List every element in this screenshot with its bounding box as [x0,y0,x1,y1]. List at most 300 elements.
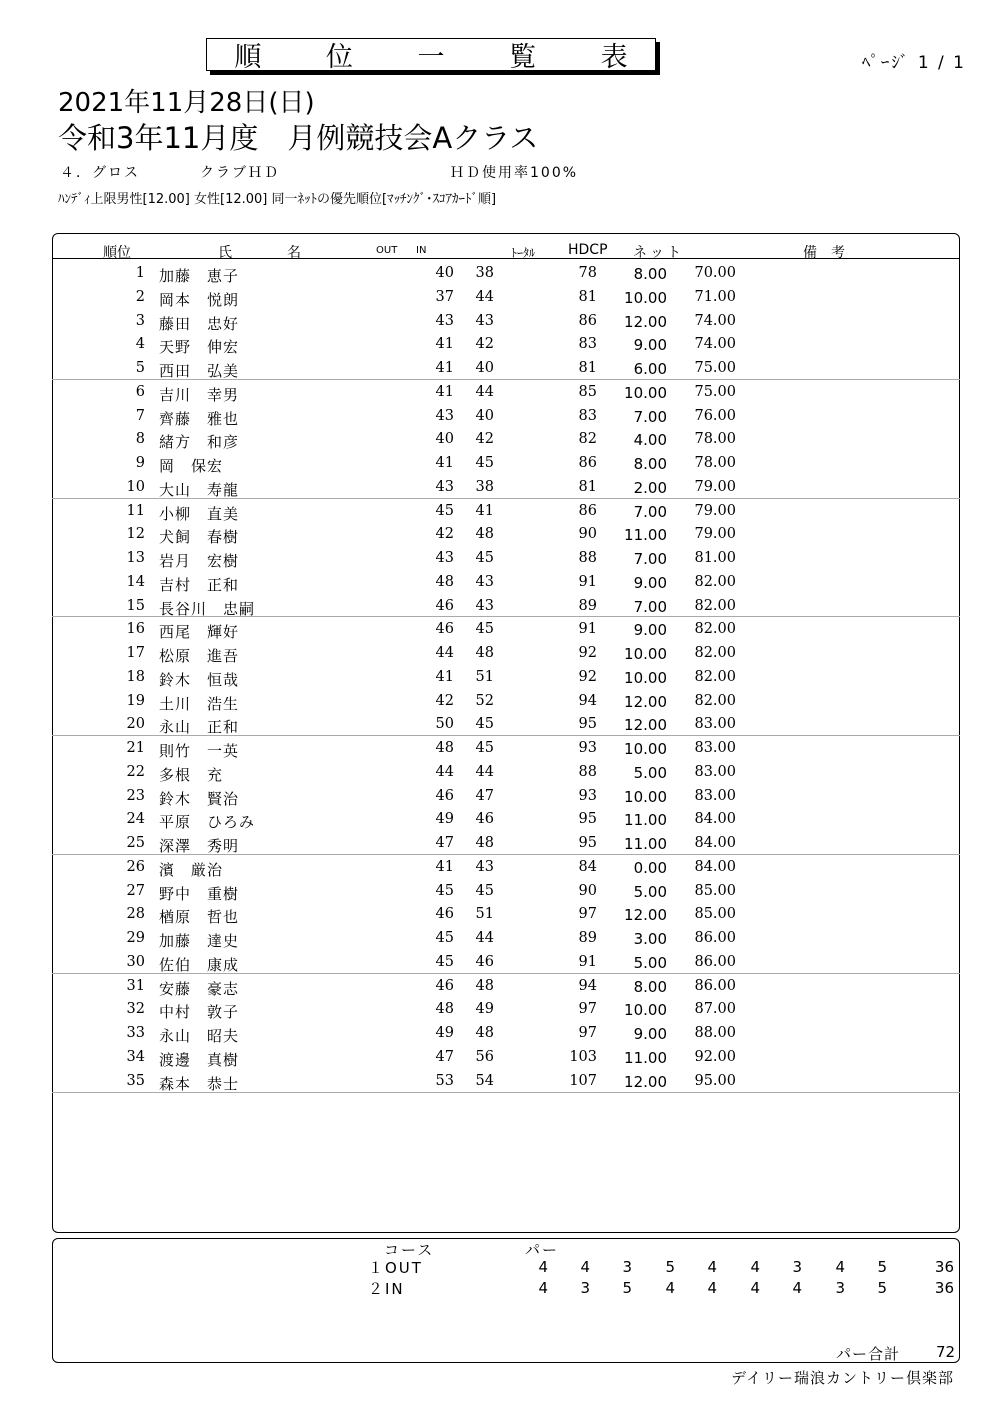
name-cell: 安藤 豪志 [159,979,240,998]
total-cell: 97 [578,1001,597,1018]
in-cell: 48 [475,977,494,994]
in-cell: 47 [475,787,494,804]
event-name: 令和3年11月度 月例競技会Aクラス [58,121,539,155]
total-cell: 90 [578,526,597,543]
rank-cell: 20 [126,716,145,733]
net-cell: 79.00 [694,502,736,519]
net-cell: 85.00 [694,906,736,923]
par-out-hole: 3 [622,1258,632,1276]
par-out-hole: 4 [750,1258,760,1276]
in-cell: 45 [475,740,494,756]
col-name-1: 氏 [218,245,232,261]
scoring-type: ４．グロス [60,165,140,181]
table-row [52,1070,960,1094]
hdcp-cell: 10.00 [624,383,667,402]
out-cell: 45 [435,953,454,970]
in-cell: 48 [475,1025,494,1041]
net-cell: 75.00 [694,360,736,376]
hdcp-cell: 8.00 [633,265,667,283]
net-cell: 83.00 [694,740,736,756]
out-cell: 41 [435,336,454,353]
out-cell: 45 [435,882,454,899]
group-divider [52,379,960,380]
name-cell: 天野 伸宏 [159,338,240,357]
table-row [52,785,960,809]
rank-cell: 11 [126,502,145,519]
total-cell: 90 [578,882,597,899]
par-out-hole: 3 [792,1258,802,1276]
hdcp-cell: 5.00 [633,882,667,901]
event-date: 2021年11月28日(日) [58,88,315,118]
out-cell: 41 [435,360,454,376]
rank-cell: 13 [126,550,145,566]
club-name: デイリー瑞浪カントリー倶楽部 [731,1369,954,1387]
name-cell: 土川 浩生 [159,694,240,713]
net-cell: 85.00 [694,882,736,899]
name-cell: 永山 昭夫 [159,1027,240,1045]
par-out-hole: 4 [580,1258,590,1276]
name-cell: 渡邊 真樹 [159,1050,240,1069]
hdcp-cell: 7.00 [633,550,667,568]
total-cell: 95 [578,716,597,733]
name-cell: 西尾 輝好 [159,623,240,642]
hdcp-cell: 12.00 [624,692,667,711]
rank-cell: 6 [135,383,145,400]
par-out-hole: 4 [835,1258,845,1276]
rank-cell: 21 [126,740,145,756]
total-cell: 86 [578,502,597,519]
in-cell: 48 [475,835,494,851]
in-cell: 49 [475,1001,494,1018]
rank-cell: 2 [135,288,145,305]
hdcp-cell: 10.00 [624,787,667,806]
in-cell: 52 [475,692,494,709]
table-row [52,405,960,429]
in-cell: 38 [475,265,494,281]
net-cell: 78.00 [694,431,736,448]
total-cell: 95 [578,835,597,851]
par-out-hole: 5 [877,1258,887,1276]
net-cell: 82.00 [694,573,736,590]
name-cell: 濱 厳治 [159,860,224,879]
out-cell: 42 [435,692,454,709]
name-cell: 西田 弘美 [159,362,240,380]
out-cell: 44 [435,645,454,661]
table-row [52,310,960,334]
par-out-total: 36 [934,1258,954,1276]
rank-cell: 15 [126,597,145,614]
out-cell: 46 [435,621,454,638]
rank-cell: 34 [126,1048,145,1065]
out-cell: 49 [435,811,454,828]
in-cell: 45 [475,455,494,471]
hdcp-cell: 4.00 [633,431,667,450]
out-cell: 43 [435,478,454,495]
out-cell: 46 [435,597,454,614]
total-cell: 91 [578,953,597,970]
net-cell: 84.00 [694,811,736,828]
group-divider [52,854,960,855]
hdcp-cell: 0.00 [633,858,667,877]
table-row [52,713,960,737]
total-cell: 103 [569,1048,597,1065]
in-cell: 43 [475,573,494,590]
name-cell: 楢原 哲也 [159,908,240,927]
table-row [52,951,960,975]
net-cell: 83.00 [694,787,736,804]
total-cell: 88 [578,550,597,566]
net-cell: 84.00 [694,858,736,875]
table-row [52,903,960,927]
name-cell: 齊藤 雅也 [159,409,240,428]
course-in-name: ２IN [368,1280,405,1298]
rank-cell: 25 [126,835,145,851]
col-out: OUT [376,245,398,256]
table-row [52,476,960,500]
table-row [52,286,960,310]
out-cell: 45 [435,502,454,519]
net-cell: 82.00 [694,668,736,685]
page-number: ﾍﾟｰｼﾞ 1 / 1 [861,53,966,73]
net-cell: 82.00 [694,597,736,614]
name-cell: 加藤 恵子 [159,267,240,285]
par-in-hole: 4 [538,1279,548,1297]
in-cell: 46 [475,811,494,828]
par-in-hole: 5 [622,1279,632,1297]
out-cell: 41 [435,858,454,875]
par-in-hole: 3 [835,1279,845,1297]
out-cell: 41 [435,455,454,471]
rank-cell: 17 [126,645,145,661]
table-row [52,642,960,666]
par-in-hole: 4 [665,1279,675,1297]
hdcp-cell: 10.00 [624,288,667,307]
in-cell: 42 [475,336,494,353]
page-title-text: 順 位 一 覧 表 [234,42,656,73]
net-cell: 79.00 [694,478,736,495]
total-cell: 95 [578,811,597,828]
rank-cell: 3 [135,312,145,329]
total-cell: 86 [578,312,597,329]
hdcp-cell: 7.00 [633,597,667,616]
hdcp-cell: 10.00 [624,645,667,663]
total-cell: 92 [578,645,597,661]
name-cell: 岡本 悦朗 [159,290,240,309]
rank-cell: 1 [135,265,145,281]
rows-end-divider [52,1092,960,1093]
name-cell: 岩月 宏樹 [159,552,240,570]
table-row [52,1046,960,1070]
col-name-2: 名 [287,245,301,261]
hdcp-cell: 9.00 [633,573,667,592]
name-cell: 小柳 直美 [159,504,240,523]
hdcp-cell: 11.00 [624,526,667,545]
name-cell: 加藤 達史 [159,932,240,950]
name-cell: 藤田 忠好 [159,314,240,333]
out-cell: 47 [435,1048,454,1065]
rank-cell: 27 [126,882,145,899]
total-cell: 82 [578,431,597,448]
par-in-hole: 5 [877,1279,887,1297]
course-label: コース [384,1241,435,1259]
table-row [52,333,960,357]
name-cell: 野中 重樹 [159,884,240,903]
name-cell: 鈴木 恒哉 [159,670,240,689]
hdcp-cell: 10.00 [624,668,667,687]
table-row [52,500,960,524]
rank-cell: 32 [126,1001,145,1018]
name-cell: 松原 進吾 [159,647,240,665]
rank-cell: 30 [126,953,145,970]
par-out-hole: 5 [665,1258,675,1276]
in-cell: 38 [475,478,494,495]
hdcp-cell: 11.00 [624,835,667,853]
total-cell: 92 [578,668,597,685]
handicap-limit-note: ﾊﾝﾃﾞｨ上限男性[12.00] 女性[12.00] 同一ﾈｯﾄの優先順位[ﾏｯﾁﾝｸﾞ･ｽｺｱｶｰﾄﾞ順] [58,192,497,207]
net-cell: 88.00 [694,1025,736,1041]
col-net: ネット [633,245,684,261]
col-rank: 順位 [103,245,131,261]
name-cell: 平原 ひろみ [159,813,256,832]
out-cell: 49 [435,1025,454,1041]
in-cell: 43 [475,858,494,875]
table-row [52,690,960,714]
out-cell: 50 [435,716,454,733]
out-cell: 46 [435,906,454,923]
par-in-total: 36 [934,1279,954,1297]
course-out-name: １OUT [368,1259,423,1277]
in-cell: 43 [475,312,494,329]
rank-cell: 23 [126,787,145,804]
total-cell: 94 [578,977,597,994]
hdcp-cell: 12.00 [624,906,667,925]
net-cell: 71.00 [694,288,736,305]
handicap-type: クラブＨＤ [200,165,280,181]
out-cell: 48 [435,573,454,590]
par-in-hole: 4 [792,1279,802,1297]
rank-cell: 29 [126,930,145,946]
table-row [52,856,960,880]
out-cell: 47 [435,835,454,851]
out-cell: 40 [435,265,454,281]
rank-cell: 24 [126,811,145,828]
table-row [52,381,960,405]
hdcp-cell: 8.00 [633,977,667,996]
course-box [52,1238,960,1363]
page-title [206,38,656,71]
hdcp-cell: 7.00 [633,407,667,426]
rank-cell: 4 [135,336,145,353]
name-cell: 吉川 幸男 [159,385,240,404]
rank-cell: 31 [126,977,145,994]
net-cell: 78.00 [694,455,736,471]
hdcp-cell: 12.00 [624,1072,667,1091]
name-cell: 中村 敦子 [159,1003,240,1022]
hdcp-cell: 9.00 [633,1025,667,1043]
name-cell: 吉村 正和 [159,575,240,594]
table-row [52,761,960,785]
name-cell: 森本 恭士 [159,1074,240,1093]
rank-cell: 16 [126,621,145,638]
out-cell: 53 [435,1072,454,1089]
table-row [52,357,960,381]
rank-cell: 7 [135,407,145,424]
hdcp-cell: 3.00 [633,930,667,948]
handicap-rate: ＨＤ使用率100% [450,165,579,181]
in-cell: 44 [475,383,494,400]
table-row [52,737,960,761]
net-cell: 75.00 [694,383,736,400]
net-cell: 83.00 [694,763,736,780]
rank-cell: 28 [126,906,145,923]
net-cell: 82.00 [694,621,736,638]
rank-cell: 19 [126,692,145,709]
rank-cell: 26 [126,858,145,875]
hdcp-cell: 5.00 [633,953,667,972]
total-cell: 81 [578,288,597,305]
name-cell: 犬飼 春樹 [159,528,240,547]
table-row [52,262,960,286]
table-row [52,880,960,904]
net-cell: 79.00 [694,526,736,543]
net-cell: 82.00 [694,645,736,661]
out-cell: 41 [435,383,454,400]
total-cell: 84 [578,858,597,875]
net-cell: 86.00 [694,977,736,994]
out-cell: 37 [435,288,454,305]
table-row [52,998,960,1022]
name-cell: 深澤 秀明 [159,837,240,855]
net-cell: 70.00 [694,265,736,281]
rank-cell: 33 [126,1025,145,1041]
table-row [52,595,960,619]
table-row [52,618,960,642]
in-cell: 51 [475,668,494,685]
table-row [52,927,960,951]
table-row [52,975,960,999]
net-cell: 81.00 [694,550,736,566]
rank-cell: 18 [126,668,145,685]
out-cell: 45 [435,930,454,946]
table-row [52,666,960,690]
total-cell: 86 [578,455,597,471]
total-cell: 83 [578,407,597,424]
col-remarks: 備 考 [803,245,845,261]
rank-cell: 22 [126,763,145,780]
group-divider [52,735,960,736]
total-cell: 88 [578,763,597,780]
net-cell: 76.00 [694,407,736,424]
col-hdcp: HDCP [568,242,608,258]
out-cell: 48 [435,1001,454,1018]
out-cell: 40 [435,431,454,448]
name-cell: 岡 保宏 [159,457,224,475]
in-cell: 48 [475,645,494,661]
par-in-hole: 4 [750,1279,760,1297]
out-cell: 43 [435,550,454,566]
hdcp-cell: 9.00 [633,336,667,355]
total-cell: 85 [578,383,597,400]
total-cell: 78 [578,265,597,281]
hdcp-cell: 7.00 [633,502,667,521]
out-cell: 44 [435,763,454,780]
rank-cell: 10 [126,478,145,495]
rank-cell: 14 [126,573,145,590]
total-cell: 91 [578,573,597,590]
hdcp-cell: 10.00 [624,740,667,758]
in-cell: 44 [475,930,494,946]
total-cell: 107 [569,1072,597,1089]
hdcp-cell: 12.00 [624,312,667,331]
in-cell: 45 [475,621,494,638]
net-cell: 86.00 [694,953,736,970]
total-cell: 89 [578,930,597,946]
hdcp-cell: 11.00 [624,811,667,830]
net-cell: 92.00 [694,1048,736,1065]
net-cell: 74.00 [694,312,736,329]
rank-cell: 8 [135,431,145,448]
name-cell: 緒方 和彦 [159,433,240,452]
in-cell: 46 [475,953,494,970]
net-cell: 83.00 [694,716,736,733]
par-sum-label: パー合計 [836,1345,901,1363]
out-cell: 42 [435,526,454,543]
par-sum: 72 [936,1343,956,1361]
in-cell: 45 [475,716,494,733]
name-cell: 長谷川 忠嗣 [159,599,256,618]
name-cell: 大山 寿龍 [159,480,240,499]
total-cell: 93 [578,740,597,756]
par-out-hole: 4 [707,1258,717,1276]
in-cell: 56 [475,1048,494,1065]
in-cell: 45 [475,550,494,566]
hdcp-cell: 9.00 [633,621,667,640]
par-in-hole: 4 [707,1279,717,1297]
in-cell: 42 [475,431,494,448]
table-row [52,808,960,832]
in-cell: 54 [475,1072,494,1089]
total-cell: 81 [578,360,597,376]
col-total: ﾄｰﾀﾙ [511,246,536,260]
net-cell: 84.00 [694,835,736,851]
table-row [52,571,960,595]
hdcp-cell: 8.00 [633,455,667,473]
total-cell: 94 [578,692,597,709]
table-row [52,1022,960,1046]
net-cell: 86.00 [694,930,736,946]
rank-cell: 12 [126,526,145,543]
in-cell: 44 [475,763,494,780]
total-cell: 81 [578,478,597,495]
name-cell: 永山 正和 [159,718,240,737]
total-cell: 91 [578,621,597,638]
table-row [52,547,960,571]
rank-cell: 9 [135,455,145,471]
net-cell: 74.00 [694,336,736,353]
name-cell: 鈴木 賢治 [159,789,240,808]
in-cell: 45 [475,882,494,899]
group-divider [52,973,960,974]
par-in-hole: 3 [580,1279,590,1297]
name-cell: 多根 充 [159,765,224,784]
hdcp-cell: 12.00 [624,716,667,735]
in-cell: 40 [475,407,494,424]
hdcp-cell: 11.00 [624,1048,667,1067]
in-cell: 44 [475,288,494,305]
table-row [52,523,960,547]
group-divider [52,616,960,617]
out-cell: 41 [435,668,454,685]
